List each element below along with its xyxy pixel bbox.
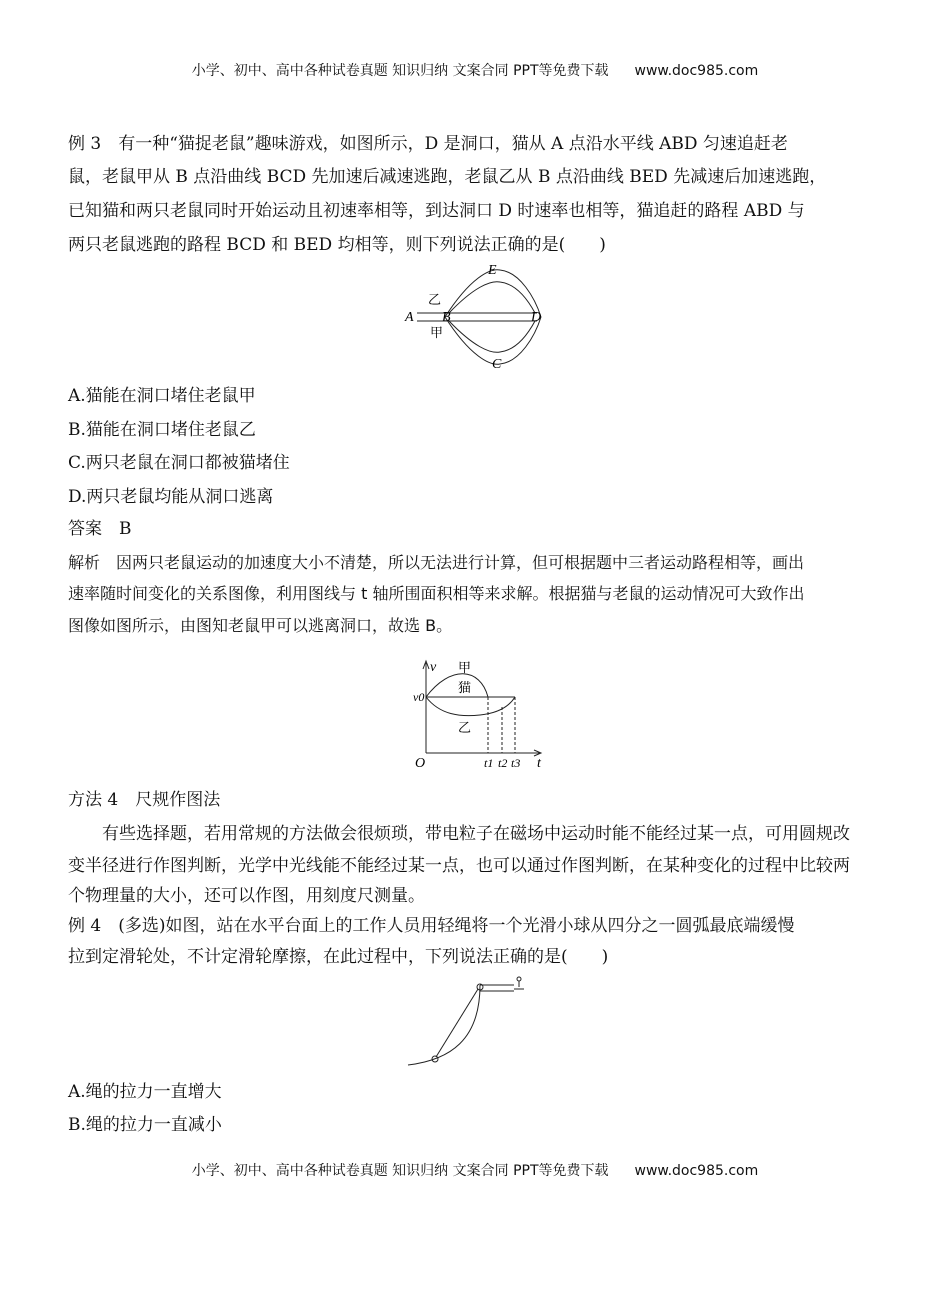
label-jia: 甲 (430, 325, 444, 340)
method4-para: 有些选择题，若用常规的方法做会很烦琐，带电粒子在磁场中运动时能不能经过某一点，可用圆规改 (102, 824, 850, 844)
tick-t1: t1 (484, 756, 494, 770)
option-b: B.猫能在洞口堵住老鼠乙 (68, 420, 256, 440)
footer-text: 小学、初中、高中各种试卷真题 知识归纳 文案合同 PPT等免费下载 (191, 1163, 609, 1179)
example3-line: 鼠，老鼠甲从 B 点沿曲线 BCD 先加速后减速逃跑，老鼠乙从 B 点沿曲线 BED 先减速后加速逃跑， (68, 167, 827, 187)
cat-mouse-path-figure (395, 258, 560, 373)
page-footer (0, 1160, 950, 1180)
method4-para: 个物理量的大小，还可以作图，用刻度尺测量。 (68, 886, 425, 906)
label-yi: 乙 (458, 720, 472, 735)
label-jia: 甲 (458, 660, 472, 675)
option-c: C.两只老鼠在洞口都被猫堵住 (68, 453, 290, 473)
page-header (0, 60, 950, 80)
velocity-time-graph (380, 655, 560, 770)
analysis-line: 解析 因两只老鼠运动的加速度大小不清楚，所以无法进行计算，但可根据题中三者运动路程相等，画出 (68, 553, 805, 572)
example4-line: 拉到定滑轮处，不计定滑轮摩擦，在此过程中，下列说法正确的是( ) (68, 947, 609, 967)
label-yi: 乙 (428, 292, 442, 307)
label-v0: v0 (413, 690, 425, 704)
example3-line: 已知猫和两只老鼠同时开始运动且初速率相等，到达洞口 D 时速率也相等，猫追赶的路程 ABD 与 (68, 201, 805, 221)
label-A: A (405, 310, 414, 325)
method4-para: 变半径进行作图判断，光学中光线能不能经过某一点，也可以通过作图判断，在某种变化的过程中比较两 (68, 856, 850, 876)
tick-t3: t3 (511, 756, 521, 770)
header-url[interactable]: www.doc985.com (634, 63, 759, 79)
footer-url[interactable]: www.doc985.com (634, 1163, 759, 1179)
pulley-arc-figure (400, 975, 525, 1075)
tick-t2: t2 (498, 756, 508, 770)
origin-O: O (415, 756, 426, 770)
analysis-line: 速率随时间变化的关系图像，利用图线与 t 轴所围面积相等来求解。根据猫与老鼠的运动情况可大致作出 (68, 584, 805, 603)
label-D: D (531, 310, 542, 325)
example4-line: 例 4 (多选)如图，站在水平台面上的工作人员用轻绳将一个光滑小球从四分之一圆弧最底端缓慢 (68, 916, 795, 936)
header-text: 小学、初中、高中各种试卷真题 知识归纳 文案合同 PPT等免费下载 (191, 63, 609, 79)
axis-v: v (430, 660, 437, 675)
example4-option-a: A.绳的拉力一直增大 (68, 1082, 222, 1102)
method4-title: 方法 4 尺规作图法 (68, 790, 221, 810)
label-C: C (492, 357, 502, 372)
label-B: B (442, 310, 451, 325)
answer: 答案 B (68, 519, 132, 539)
option-d: D.两只老鼠均能从洞口逃离 (68, 487, 274, 507)
example3-line: 例 3 有一种“猫捉老鼠”趣味游戏，如图所示，D 是洞口，猫从 A 点沿水平线 ABD 匀速追赶老 (68, 134, 788, 154)
axis-t: t (537, 756, 541, 770)
example3-line: 两只老鼠逃跑的路程 BCD 和 BED 均相等，则下列说法正确的是( ) (68, 235, 606, 255)
example4-option-b: B.绳的拉力一直减小 (68, 1115, 222, 1135)
option-a: A.猫能在洞口堵住老鼠甲 (68, 386, 256, 406)
label-mao: 猫 (458, 680, 472, 695)
label-E: E (488, 263, 497, 278)
analysis-line: 图像如图所示，由图知老鼠甲可以逃离洞口，故选 B。 (68, 616, 453, 635)
